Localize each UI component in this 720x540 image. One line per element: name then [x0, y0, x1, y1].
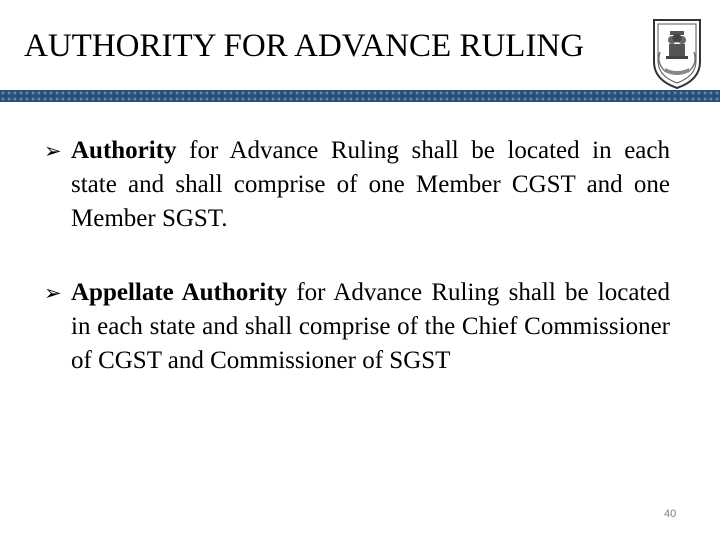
- bullet-list: [44, 134, 670, 418]
- cbic-emblem-icon: [648, 16, 706, 90]
- bullet-text: for Advance Ruling shall be located in each state and shall comprise of one Member CGST and one Member SGST.: [71, 137, 670, 232]
- page-number: 40: [664, 508, 677, 520]
- bullet-bold-term: Appellate Authority: [71, 279, 288, 306]
- header-divider-texture: [0, 90, 720, 102]
- bullet-item: [44, 276, 670, 378]
- bullet-item: [44, 134, 670, 236]
- arrow-bullet-icon: ➢: [44, 139, 62, 163]
- arrow-bullet-icon: ➢: [44, 281, 62, 305]
- slide-title: AUTHORITY FOR ADVANCE RULING: [24, 28, 585, 64]
- bullet-text: for Advance Ruling shall be located in each state and shall comprise of the Chief Commissioner of CGST and Commissioner of SGST: [71, 279, 670, 374]
- bullet-bold-term: Authority: [71, 137, 177, 164]
